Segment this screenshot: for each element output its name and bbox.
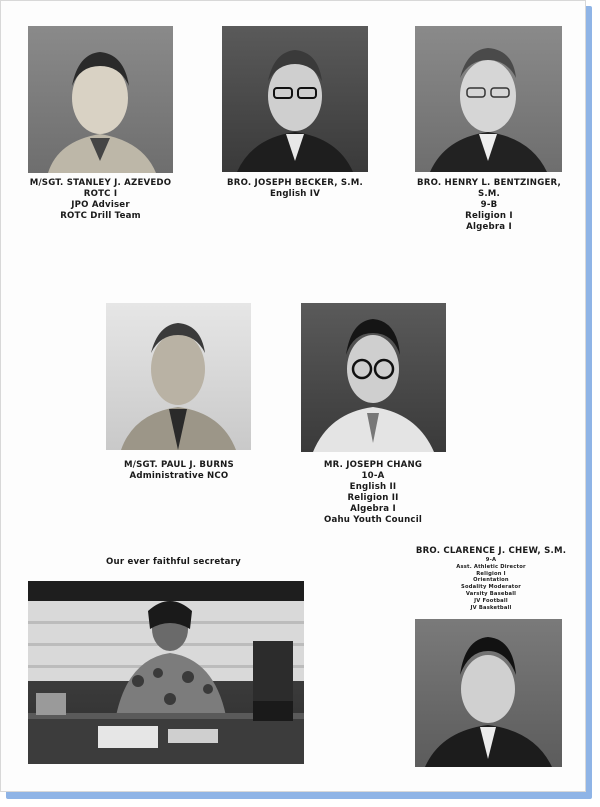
portrait-burns — [106, 303, 251, 450]
faculty-detail: Algebra I — [466, 222, 512, 232]
faculty-detail: ROTC Drill Team — [60, 211, 141, 221]
faculty-detail: JV Football — [474, 597, 508, 604]
faculty-detail: Religion II — [347, 493, 399, 503]
faculty-name: M/SGT. PAUL J. BURNS — [124, 460, 234, 470]
caption-chang — [283, 459, 463, 526]
faculty-detail: S.M. — [477, 189, 501, 199]
faculty-detail: JV Basketball — [470, 604, 512, 611]
faculty-detail: Varsity Baseball — [465, 590, 517, 597]
portrait-becker — [222, 26, 368, 172]
portrait-chang — [301, 303, 446, 452]
faculty-detail: ROTC I — [83, 189, 118, 199]
faculty-detail: Orientation — [473, 577, 509, 584]
caption-chew — [411, 545, 571, 611]
portrait-bentzinger — [415, 26, 562, 172]
faculty-detail: 9-A — [485, 557, 497, 563]
faculty-name: BRO. JOSEPH BECKER, S.M. — [227, 178, 363, 188]
faculty-detail: English II — [349, 482, 397, 492]
faculty-detail: Algebra I — [350, 504, 396, 514]
faculty-detail: Religion I — [465, 211, 513, 221]
faculty-detail: JPO Adviser — [71, 200, 130, 210]
faculty-name: BRO. HENRY L. BENTZINGER, — [417, 178, 561, 188]
faculty-detail: Oahu Youth Council — [323, 515, 423, 525]
faculty-detail: 10-A — [361, 471, 385, 481]
faculty-detail: Asst. Athletic Director — [456, 563, 526, 570]
secretary-caption: Our ever faithful secretary — [106, 557, 241, 567]
portrait-azevedo — [28, 26, 173, 173]
faculty-detail: English IV — [269, 189, 321, 199]
faculty-detail: 9-B — [480, 200, 498, 210]
faculty-name: MR. JOSEPH CHANG — [323, 460, 423, 470]
portrait-chew — [415, 619, 562, 767]
caption-azevedo — [13, 177, 188, 222]
faculty-name: BRO. CLARENCE J. CHEW, S.M. — [415, 546, 567, 556]
secretary-photo — [28, 581, 304, 764]
faculty-detail: Sodality Moderator — [461, 584, 521, 591]
faculty-name: M/SGT. STANLEY J. AZEVEDO — [29, 178, 172, 188]
caption-bentzinger — [399, 177, 579, 233]
faculty-detail: Religion I — [476, 570, 506, 577]
caption-burns — [89, 459, 269, 482]
faculty-detail: Administrative NCO — [129, 471, 229, 481]
caption-becker — [205, 177, 385, 200]
